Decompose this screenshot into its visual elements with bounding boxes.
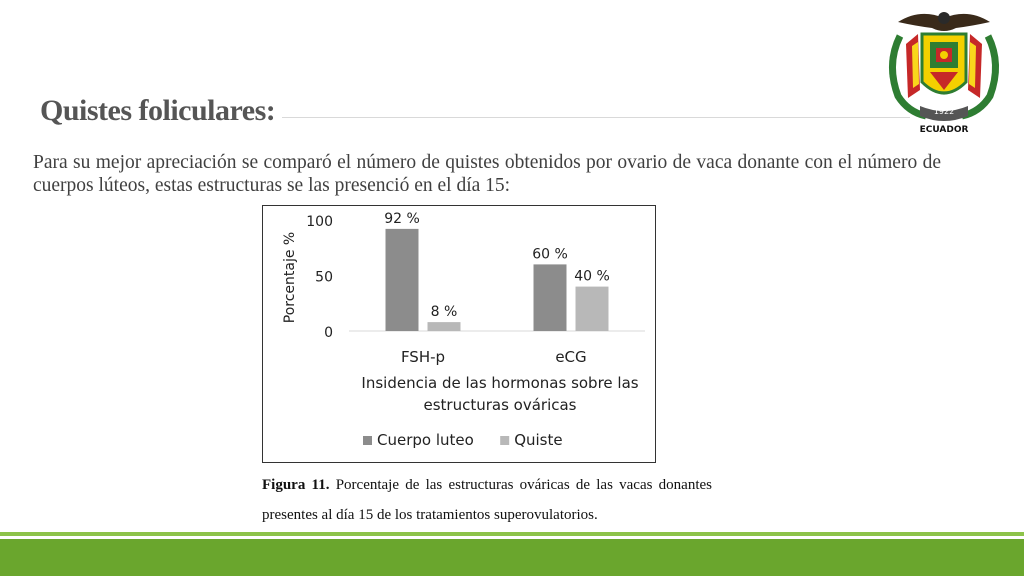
bar-cuerpo-luteo: [386, 229, 419, 331]
bar-chart: [262, 205, 656, 463]
x-tick-label: FSH-p: [400, 348, 446, 366]
chart-canvas: [263, 206, 655, 462]
right-flag-stripe: [969, 42, 976, 88]
y-tick-label: 50: [315, 269, 333, 286]
left-flag-stripe: [912, 42, 919, 88]
intro-paragraph: Para su mejor apreciación se comparó el número de quistes obtenidos por ovario de vaca donante con el número de cuerpos lúteos, estas estructuras se las presenció en el día 15:: [33, 152, 941, 196]
logo-country: ECUADOR: [919, 125, 969, 135]
x-tick-label: eCG: [555, 348, 587, 366]
title-divider: [282, 117, 910, 118]
legend-swatch: [363, 436, 372, 445]
bar-cuerpo-luteo: [534, 264, 567, 331]
data-label: 92 %: [384, 210, 420, 227]
logo-year: 1922: [933, 107, 955, 116]
legend-swatch: [500, 436, 509, 445]
data-label: 8 %: [430, 304, 458, 321]
slide-title: Quistes foliculares:: [40, 94, 276, 127]
y-axis-label: Porcentaje %: [282, 231, 298, 324]
caption-text: Porcentaje de las estructuras ováricas de las vacas donantes presentes al día 15 de los tratamientos superovulatorios.: [262, 477, 712, 523]
bar-quiste: [428, 322, 461, 331]
university-logo: [880, 4, 1008, 136]
x-axis-title-line: estructuras ováricas: [423, 396, 577, 414]
data-label: 60 %: [532, 246, 568, 263]
figure-caption: [262, 470, 712, 530]
bar-quiste: [576, 287, 609, 331]
y-tick-label: 100: [306, 214, 333, 230]
condor-head-icon: [938, 12, 950, 24]
caption-label: Figura 11.: [262, 477, 330, 493]
shield-sun-icon: [940, 51, 948, 59]
legend-label: Quiste: [514, 431, 563, 449]
footer-accent-line: [0, 532, 1024, 536]
footer-band: [0, 539, 1024, 576]
x-axis-title-line: Insidencia de las hormonas sobre las: [361, 374, 639, 392]
data-label: 40 %: [574, 268, 610, 285]
y-tick-label: 0: [324, 325, 333, 341]
legend-label: Cuerpo luteo: [377, 431, 474, 449]
